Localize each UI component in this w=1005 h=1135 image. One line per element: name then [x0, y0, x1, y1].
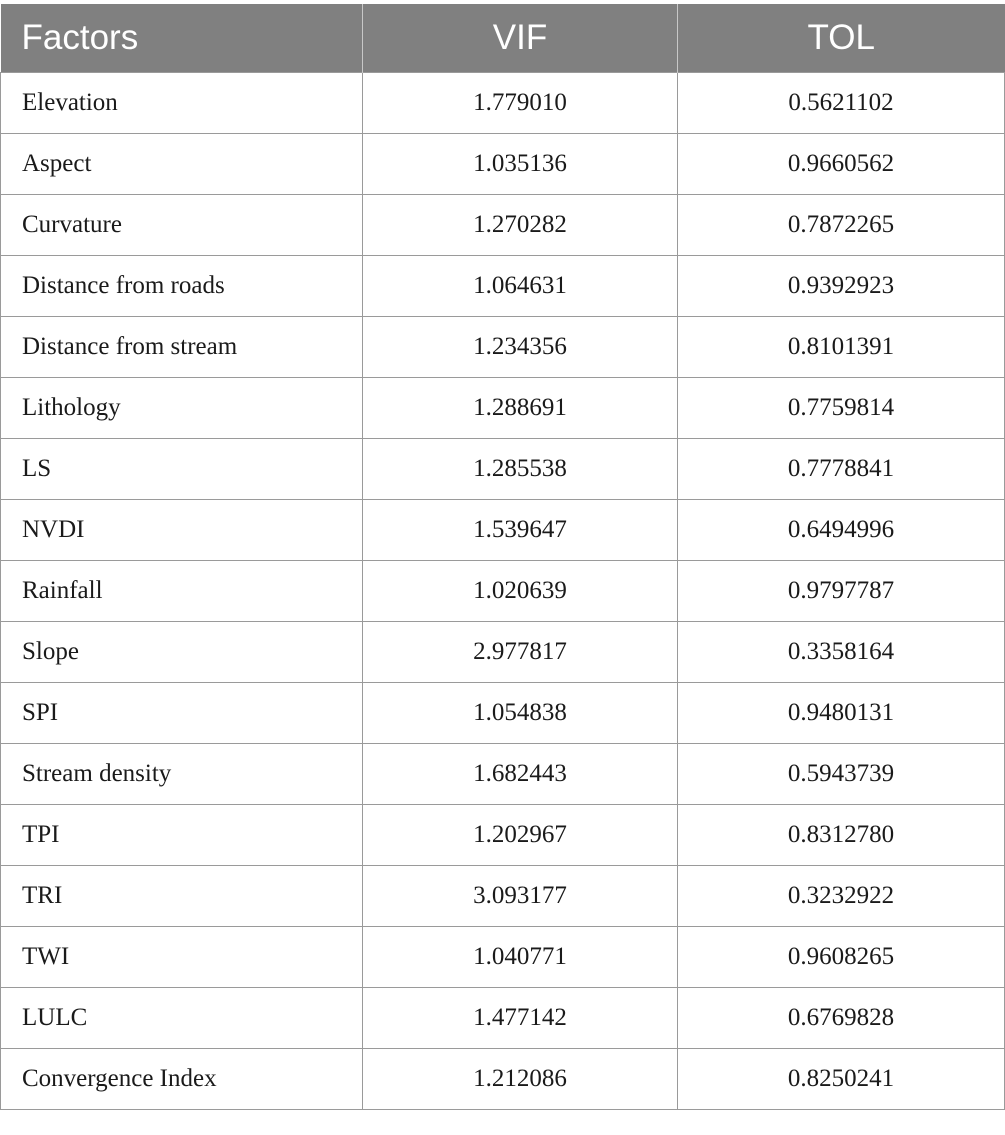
- tol-cell: 0.6769828: [678, 988, 1005, 1049]
- data-table-container: [0, 4, 1005, 1110]
- table-body: [1, 73, 1005, 1110]
- table-row: [1, 378, 1005, 439]
- tol-cell: 0.6494996: [678, 500, 1005, 561]
- tol-cell: 0.9392923: [678, 256, 1005, 317]
- vif-cell: 2.977817: [363, 622, 678, 683]
- factor-cell: Convergence Index: [1, 1049, 363, 1110]
- tol-cell: 0.7778841: [678, 439, 1005, 500]
- vif-cell: 1.270282: [363, 195, 678, 256]
- factor-cell: Rainfall: [1, 561, 363, 622]
- tol-cell: 0.9608265: [678, 927, 1005, 988]
- factor-cell: Distance from roads: [1, 256, 363, 317]
- vif-cell: 3.093177: [363, 866, 678, 927]
- table-row: [1, 317, 1005, 378]
- factor-cell: Slope: [1, 622, 363, 683]
- vif-cell: 1.054838: [363, 683, 678, 744]
- tol-cell: 0.7759814: [678, 378, 1005, 439]
- vif-cell: 1.020639: [363, 561, 678, 622]
- table-row: [1, 256, 1005, 317]
- vif-cell: 1.539647: [363, 500, 678, 561]
- table-row: [1, 988, 1005, 1049]
- factor-cell: Aspect: [1, 134, 363, 195]
- factor-cell: SPI: [1, 683, 363, 744]
- tol-cell: 0.9480131: [678, 683, 1005, 744]
- vif-cell: 1.234356: [363, 317, 678, 378]
- tol-cell: 0.8312780: [678, 805, 1005, 866]
- vif-cell: 1.477142: [363, 988, 678, 1049]
- table-row: [1, 866, 1005, 927]
- vif-cell: 1.035136: [363, 134, 678, 195]
- table-row: [1, 1049, 1005, 1110]
- factor-cell: NVDI: [1, 500, 363, 561]
- table-row: [1, 622, 1005, 683]
- vif-cell: 1.212086: [363, 1049, 678, 1110]
- table-row: [1, 927, 1005, 988]
- tol-cell: 0.5943739: [678, 744, 1005, 805]
- factor-cell: Elevation: [1, 73, 363, 134]
- factor-cell: LULC: [1, 988, 363, 1049]
- tol-cell: 0.9797787: [678, 561, 1005, 622]
- table-row: [1, 683, 1005, 744]
- factor-cell: TPI: [1, 805, 363, 866]
- table-row: [1, 561, 1005, 622]
- tol-cell: 0.5621102: [678, 73, 1005, 134]
- table-row: [1, 500, 1005, 561]
- factor-cell: TWI: [1, 927, 363, 988]
- table-row: [1, 73, 1005, 134]
- factor-cell: TRI: [1, 866, 363, 927]
- tol-cell: 0.8250241: [678, 1049, 1005, 1110]
- header-factors: Factors: [1, 4, 363, 73]
- vif-cell: 1.682443: [363, 744, 678, 805]
- tol-cell: 0.3358164: [678, 622, 1005, 683]
- vif-cell: 1.779010: [363, 73, 678, 134]
- factor-cell: Curvature: [1, 195, 363, 256]
- table-row: [1, 439, 1005, 500]
- header-tol: TOL: [678, 4, 1005, 73]
- factor-cell: LS: [1, 439, 363, 500]
- table-row: [1, 744, 1005, 805]
- vif-cell: 1.202967: [363, 805, 678, 866]
- vif-cell: 1.288691: [363, 378, 678, 439]
- table-row: [1, 195, 1005, 256]
- tol-cell: 0.9660562: [678, 134, 1005, 195]
- table-header: [1, 4, 1005, 73]
- tol-cell: 0.8101391: [678, 317, 1005, 378]
- header-vif: VIF: [363, 4, 678, 73]
- table-row: [1, 805, 1005, 866]
- header-row: [1, 4, 1005, 73]
- vif-cell: 1.064631: [363, 256, 678, 317]
- factor-cell: Stream density: [1, 744, 363, 805]
- factor-cell: Lithology: [1, 378, 363, 439]
- table-row: [1, 134, 1005, 195]
- vif-cell: 1.040771: [363, 927, 678, 988]
- factor-cell: Distance from stream: [1, 317, 363, 378]
- tol-cell: 0.3232922: [678, 866, 1005, 927]
- tol-cell: 0.7872265: [678, 195, 1005, 256]
- vif-tol-table: [0, 4, 1005, 1110]
- vif-cell: 1.285538: [363, 439, 678, 500]
